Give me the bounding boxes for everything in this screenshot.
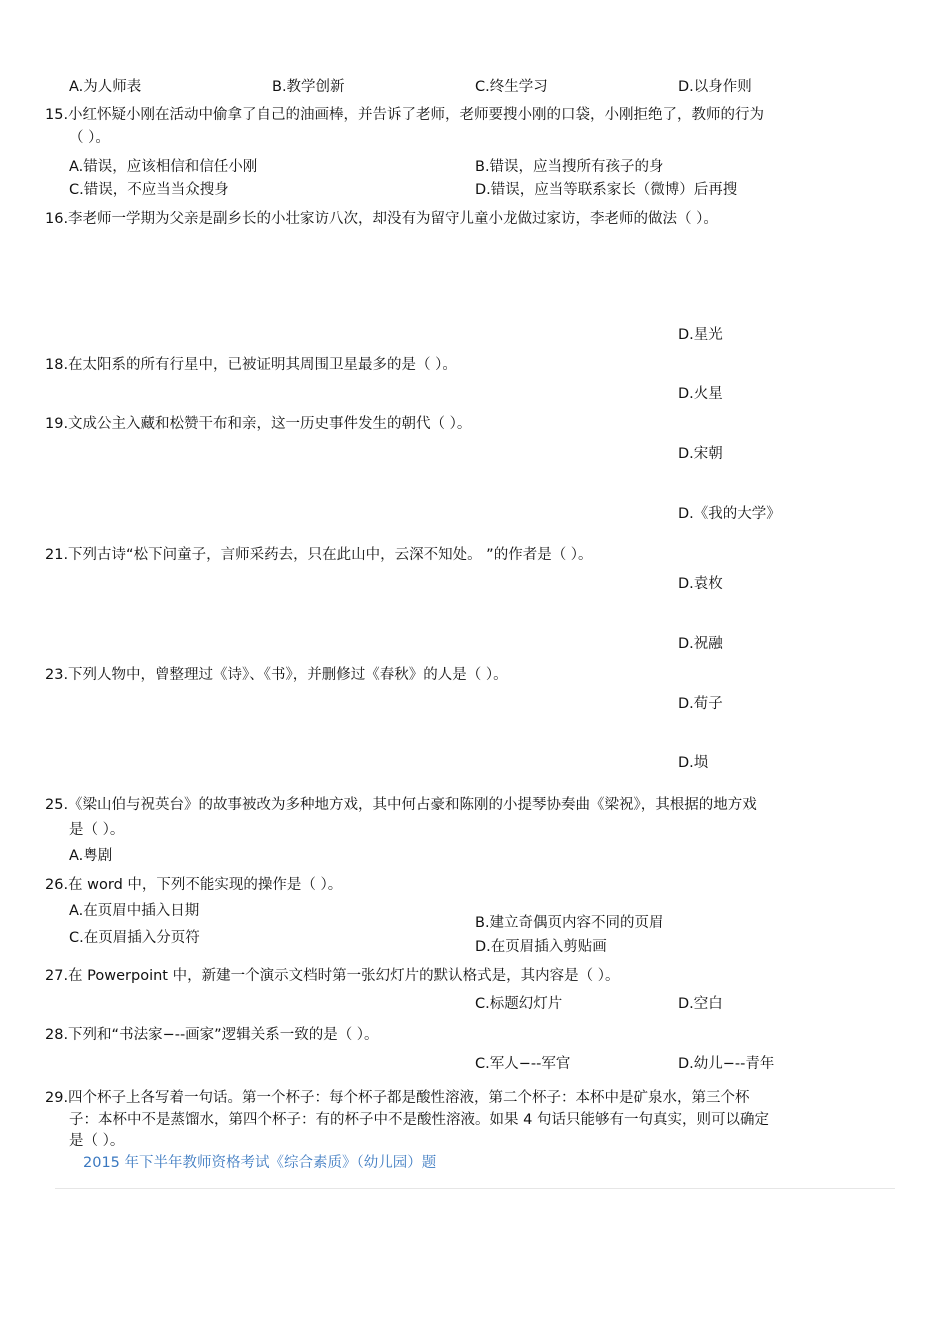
q18-option-d: D.火星 <box>678 386 723 402</box>
q15-option-d: D.错误，应当等联系家长（微博）后再搜 <box>475 182 738 198</box>
footer-divider <box>55 1188 895 1189</box>
q14-option-a: A.为人师表 <box>69 79 142 95</box>
q28-option-d: D.幼儿−--青年 <box>678 1056 775 1072</box>
q21-stem: 21.下列古诗“松下问童子，言师采药去，只在此山中，云深不知处。 ”的作者是（ ）。 <box>45 547 593 563</box>
q23-stem: 23.下列人物中，曾整理过《诗》、《书》，并删修过《春秋》的人是（ ）。 <box>45 667 508 683</box>
q14-option-c: C.终生学习 <box>475 79 548 95</box>
q15-option-c: C.错误，不应当当众搜身 <box>69 182 229 198</box>
q18-stem: 18.在太阳系的所有行星中，已被证明其周围卫星最多的是（ ）。 <box>45 357 457 373</box>
q15-option-a: A.错误，应该相信和信任小刚 <box>69 159 258 175</box>
footer-title: 2015 年下半年教师资格考试《综合素质》（幼儿园）题 <box>83 1155 437 1171</box>
q16-stem: 16.李老师一学期为父亲是副乡长的小壮家访八次，却没有为留守儿童小龙做过家访，李老师的做法（ ）。 <box>45 211 718 227</box>
q26-option-d: D.在页眉插入剪贴画 <box>475 939 607 955</box>
q24-option-d: D.埙 <box>678 755 709 771</box>
q29-stem-cont-1: 子：本杯中不是蒸馏水，第四个杯子：有的杯子中不是酸性溶液。如果 4 句话只能够有一句真实，则可以确定 <box>69 1112 769 1128</box>
q22-option-d: D.祝融 <box>678 636 723 652</box>
q14-option-b: B.教学创新 <box>272 79 345 95</box>
q26-option-b: B.建立奇偶页内容不同的页眉 <box>475 915 664 931</box>
q26-option-a: A.在页眉中插入日期 <box>69 903 200 919</box>
q20-option-d: D.《我的大学》 <box>678 506 781 522</box>
q25-stem: 25.《梁山伯与祝英台》的故事被改为多种地方戏，其中何占豪和陈刚的小提琴协奏曲《梁祝》，其根据的地方戏 <box>45 797 757 813</box>
q25-option-a: A.粤剧 <box>69 848 113 864</box>
q19-stem: 19.文成公主入藏和松赞干布和亲，这一历史事件发生的朝代（ ）。 <box>45 416 472 432</box>
q23-option-d: D.荀子 <box>678 696 723 712</box>
q27-stem: 27.在 Powerpoint 中，新建一个演示文档时第一张幻灯片的默认格式是，其内容是（ ）。 <box>45 968 620 984</box>
q14-option-d: D.以身作则 <box>678 79 752 95</box>
q27-option-d: D.空白 <box>678 996 723 1012</box>
q21-option-d: D.袁枚 <box>678 576 723 592</box>
q29-stem: 29.四个杯子上各写着一句话。第一个杯子：每个杯子都是酸性溶液，第二个杯子：本杯中是矿泉水，第三个杯 <box>45 1090 750 1106</box>
q26-stem: 26.在 word 中，下列不能实现的操作是（ ）。 <box>45 877 343 893</box>
q27-option-c: C.标题幻灯片 <box>475 996 563 1012</box>
q28-stem: 28.下列和“书法家−--画家”逻辑关系一致的是（ ）。 <box>45 1027 379 1043</box>
q29-stem-cont-2: 是（ ）。 <box>69 1133 125 1149</box>
q15-option-b: B.错误，应当搜所有孩子的身 <box>475 159 664 175</box>
q26-option-c: C.在页眉插入分页符 <box>69 930 200 946</box>
q25-stem-cont: 是（ ）。 <box>69 822 125 838</box>
q15-stem-cont: （ ）。 <box>69 130 110 146</box>
q19-option-d: D.宋朝 <box>678 446 723 462</box>
q28-option-c: C.军人−--军官 <box>475 1056 571 1072</box>
q15-stem: 15.小红怀疑小刚在活动中偷拿了自己的油画棒，并告诉了老师，老师要搜小刚的口袋，小刚拒绝了，教师的行为 <box>45 107 765 123</box>
q17-option-d: D.星光 <box>678 327 723 343</box>
